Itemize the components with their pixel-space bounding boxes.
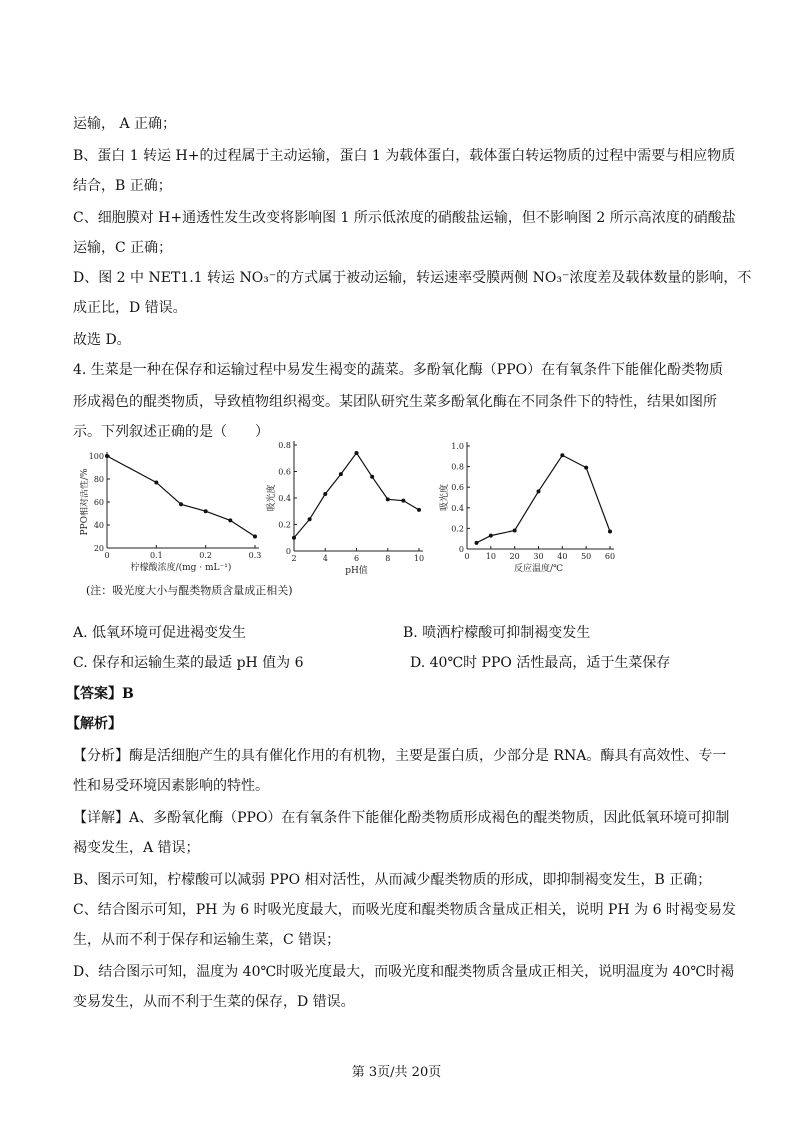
x-tick-label: 2: [291, 554, 297, 563]
data-point: [560, 453, 564, 457]
charts-svg: [80, 436, 640, 586]
x-tick-label: 20: [509, 552, 520, 561]
data-point: [417, 508, 421, 512]
data-point: [253, 535, 257, 539]
data-point: [308, 517, 312, 521]
x-axis-label: 反应温度/℃: [513, 564, 564, 574]
analysis-label: 【解析】: [66, 716, 122, 732]
y-tick-label: 0.8: [278, 441, 291, 450]
y-tick-label: 0.4: [451, 503, 464, 513]
data-point: [489, 534, 493, 538]
x-tick-label: 30: [533, 552, 544, 561]
series-line: [477, 455, 610, 543]
text-line: 运输，C 正确；: [73, 240, 173, 256]
y-tick-label: 20: [93, 544, 104, 553]
data-point: [370, 475, 374, 479]
option-b[interactable]: B. 喷洒柠檬酸可抑制褐变发生: [403, 625, 591, 641]
y-axis-label: 吸光度: [440, 483, 450, 512]
x-tick-label: 10: [485, 552, 496, 561]
x-axis-label: 柠檬酸浓度/(mg · mL⁻¹): [130, 563, 232, 573]
data-point: [204, 509, 208, 513]
data-point: [401, 499, 405, 503]
text-line: 结合，B 正确；: [73, 178, 172, 194]
y-tick-label: 100: [88, 452, 104, 461]
y-tick-label: 0.2: [451, 524, 464, 534]
x-tick-label: 50: [581, 552, 592, 561]
text-line: D、图 2 中 NET1.1 转运 NO₃⁻的方式属于被动运输，转运速率受膜两侧 NO₃⁻浓度差及载体数量的影响，不: [73, 270, 752, 286]
y-tick-label: 40: [93, 521, 104, 530]
series-line: [107, 456, 255, 537]
x-tick-label: 0: [104, 551, 110, 560]
data-point: [608, 529, 612, 533]
x-tick-label: 60: [604, 552, 616, 561]
data-point: [292, 536, 296, 540]
y-tick-label: 1.0: [451, 442, 464, 451]
question-stem: 示。下列叙述正确的是（ ）: [73, 424, 269, 440]
y-tick-label: 80: [93, 475, 104, 484]
x-tick-label: 40: [557, 552, 568, 561]
data-point: [584, 466, 588, 470]
y-tick-label: 0: [285, 547, 291, 556]
explanation-line: 生，从而不利于保存和运输生菜，C 错误；: [73, 932, 341, 948]
answer-label: 【答案】B: [66, 686, 134, 702]
option-a[interactable]: A. 低氧环境可促进褐变发生: [73, 625, 247, 641]
question-stem: 形成褐色的醌类物质，导致植物组织褐变。某团队研究生菜多酚氧化酶在不同条件下的特性，结果如图所: [73, 394, 717, 410]
y-tick-label: 0.6: [451, 483, 464, 493]
y-tick-label: 0.4: [278, 494, 291, 503]
explanation-line: B、图示可知，柠檬酸可以减弱 PPO 相对活性，从而减少醌类物质的形成，即抑制褐变发生，B 正确；: [73, 872, 712, 888]
data-point: [105, 454, 109, 458]
x-tick-label: 10: [413, 554, 425, 563]
x-tick-label: 8: [385, 554, 391, 563]
x-tick-label: 0.1: [149, 551, 163, 560]
data-point: [323, 492, 327, 496]
explanation-line: 性和易受环境因素影响的特性。: [73, 778, 269, 794]
text-line: 故选 D。: [73, 332, 131, 348]
y-axis-label: 吸光度: [267, 484, 277, 512]
option-c[interactable]: C. 保存和运输生菜的最适 pH 值为 6: [73, 655, 304, 671]
option-d[interactable]: D. 40℃时 PPO 活性最高，适于生菜保存: [410, 655, 671, 671]
x-tick-label: 0: [464, 552, 470, 561]
data-point: [154, 480, 158, 484]
explanation-line: 褐变发生，A 错误；: [73, 840, 200, 856]
text-line: 运输， A 正确；: [73, 116, 177, 132]
question-stem: 4. 生菜是一种在保存和运输过程中易发生褐变的蔬菜。多酚氧化酶（PPO）在有氧条件下能催化酚类物质: [73, 362, 724, 378]
text-line: 成正比，D 错误。: [73, 300, 187, 316]
explanation-line: C、结合图示可知，PH 为 6 时吸光度最大，而吸光度和醌类物质含量成正相关，说明 PH 为 6 时褐变易发: [73, 902, 736, 918]
explanation-line: 变易发生，从而不利于生菜的保存，D 错误。: [73, 994, 355, 1010]
x-tick-label: 0.2: [199, 551, 213, 560]
y-axis-label: PPO相对活性/%: [80, 468, 90, 536]
y-tick-label: 0.6: [278, 467, 291, 477]
y-tick-label: 0: [458, 545, 464, 554]
data-point: [537, 489, 541, 493]
x-tick-label: 6: [353, 554, 360, 563]
data-point: [179, 502, 183, 506]
data-point: [339, 472, 343, 476]
data-point: [386, 497, 390, 501]
figure-charts: [80, 436, 640, 601]
data-point: [228, 518, 232, 522]
y-tick-label: 60: [93, 498, 104, 507]
page-footer: 第 3页/共 20页: [351, 1065, 442, 1080]
x-tick-label: 0.3: [248, 551, 262, 560]
y-tick-label: 0.8: [451, 462, 464, 472]
explanation-line: 【详解】A、多酚氧化酶（PPO）在有氧条件下能催化酚类物质形成褐色的醌类物质，因此低氧环境可抑制: [73, 810, 730, 826]
series-line: [294, 453, 419, 538]
text-line: C、细胞膜对 H+通透性发生改变将影响图 1 所示低浓度的硝酸盐运输，但不影响图 2 所示高浓度的硝酸盐: [73, 210, 736, 226]
text-line: B、蛋白 1 转运 H+的过程属于主动运输，蛋白 1 为载体蛋白，载体蛋白转运物质的过程中需要与相应物质: [73, 148, 736, 164]
explanation-line: D、结合图示可知，温度为 40℃时吸光度最大，而吸光度和醌类物质含量成正相关，说明温度为 40℃时褐: [73, 964, 735, 980]
explanation-line: 【分析】酶是活细胞产生的具有催化作用的有机物，主要是蛋白质，少部分是 RNA。酶具有高效性、专一: [73, 748, 727, 764]
x-tick-label: 4: [322, 554, 328, 563]
chart-note: (注：吸光度大小与醌类物质含量成正相关): [86, 584, 293, 597]
y-tick-label: 0.2: [278, 520, 291, 530]
data-point: [475, 541, 479, 545]
x-axis-label: pH值: [345, 566, 368, 576]
data-point: [513, 528, 517, 532]
data-point: [355, 451, 359, 455]
